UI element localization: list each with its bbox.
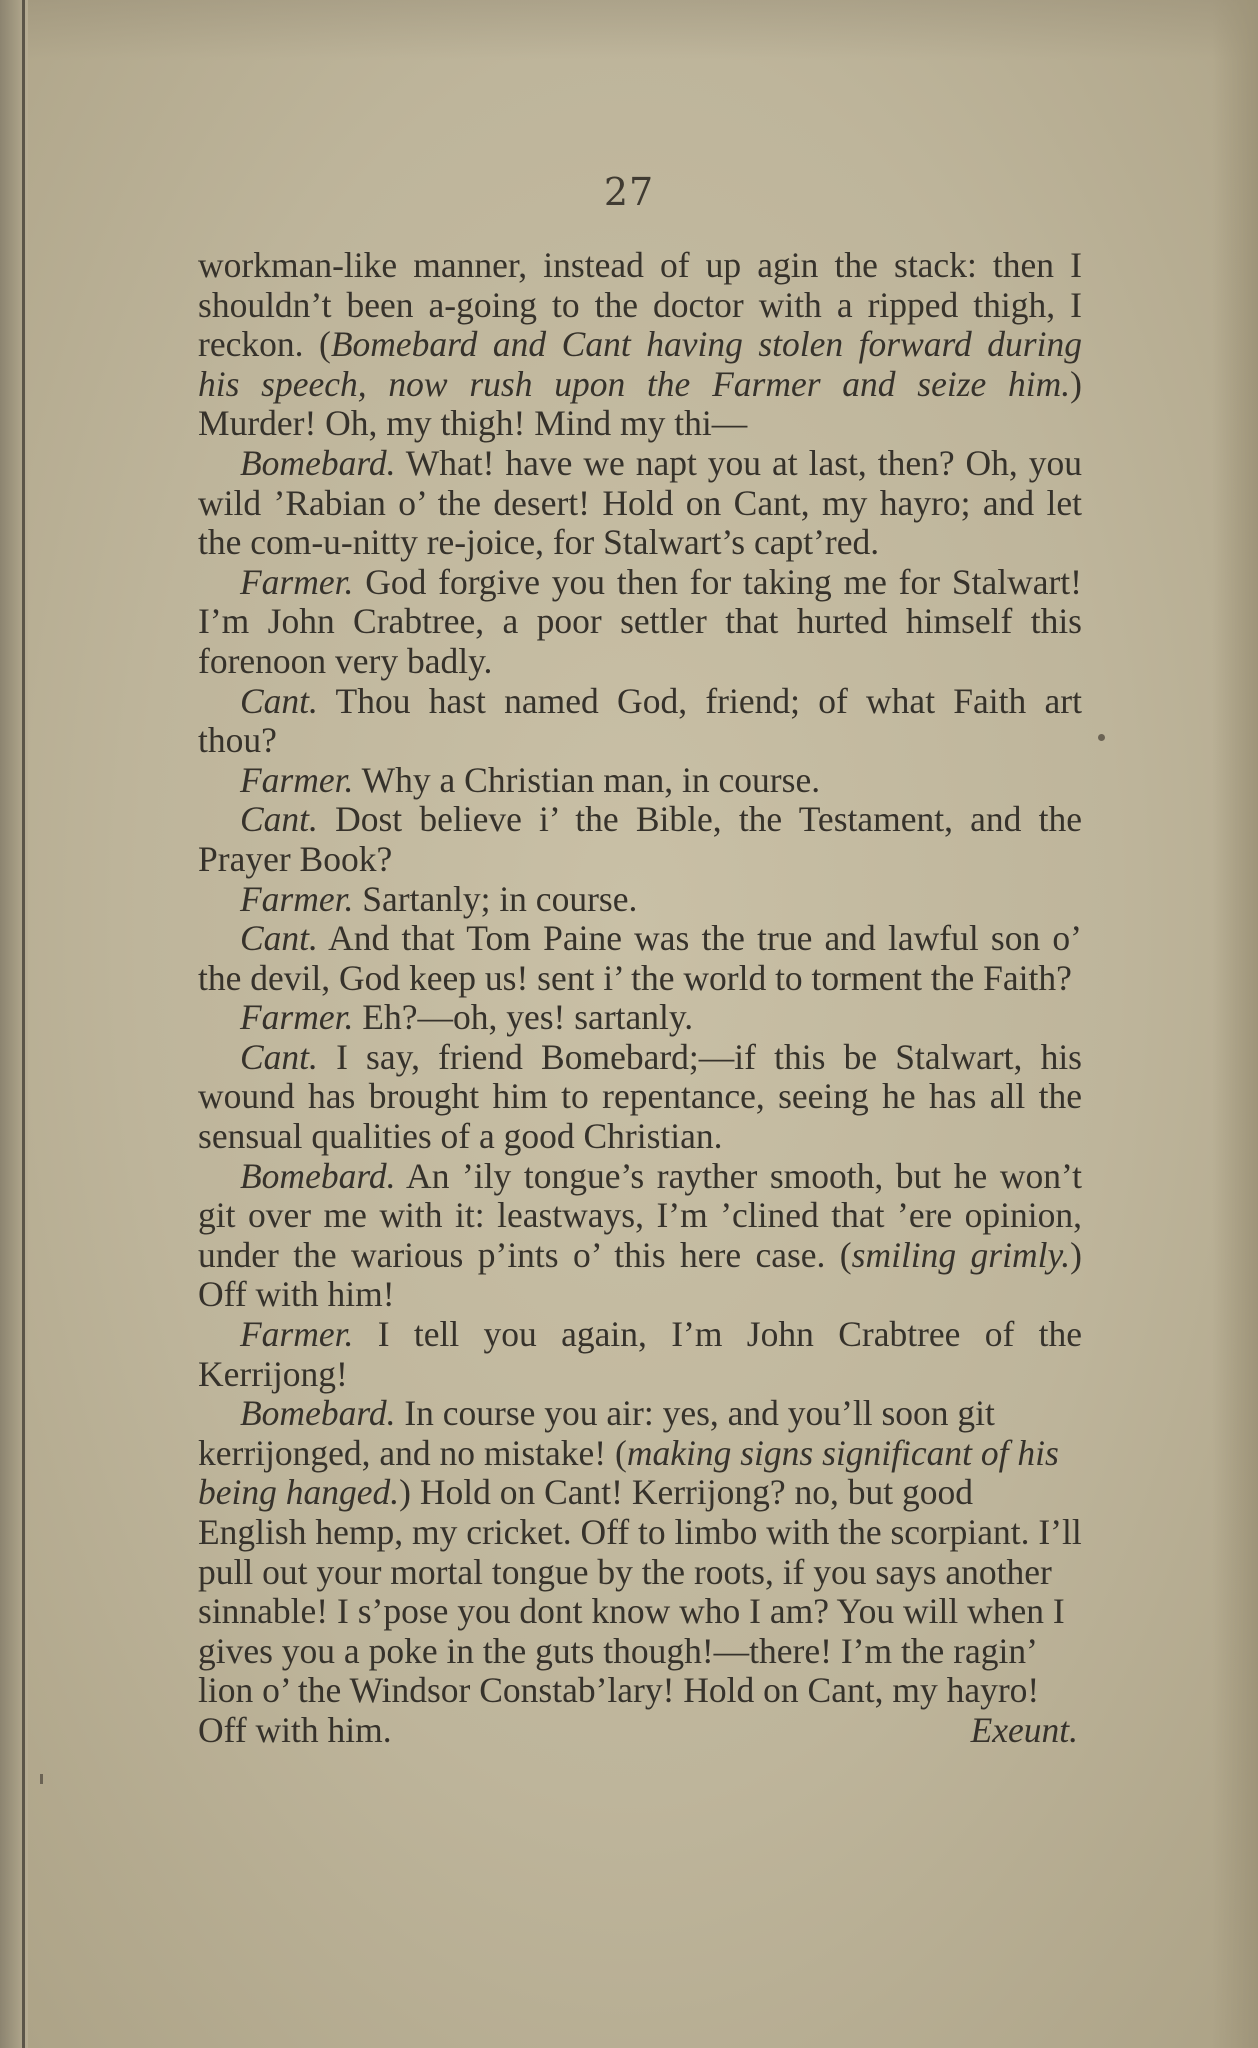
exit-direction: Exeunt. [970, 1709, 1078, 1750]
dialogue-text: In course you air: yes, and you’ll soon git kerrijonged, and no mistake! ( [198, 1393, 995, 1473]
dialogue-paragraph [198, 444, 1082, 563]
page-top-shadow [0, 0, 1258, 60]
speaker-name: Bomebard. [240, 442, 396, 483]
dialogue-paragraph [198, 800, 1082, 879]
dialogue-text: ) Hold on Cant! Kerrijong? no, but good English hemp, my cricket. Off to limbo with the scorpiant. I’ll pull out your mortal tongue by the roots, if you says another sinnable! I s’pose you dont know who I am? You will when I gives you a poke in the guts though!—there! I’m the ragin’ lion o’ the Windsor Constab’lary! Hold on Cant, my hayro! Off with him. [198, 1472, 1082, 1750]
speaker-name: Farmer. [240, 997, 354, 1038]
margin-mark [40, 1774, 43, 1784]
speaker-name: Farmer. [240, 561, 354, 602]
dialogue-text: Why a Christian man, in course. [353, 759, 821, 800]
dialogue-paragraph [198, 1038, 1082, 1157]
dialogue-text: workman-like manner, instead of up agin the stack: then I shouldn’t been a-going to the doctor with a ripped thigh, I reckon. ( [198, 245, 1082, 365]
dialogue-paragraph [198, 761, 1082, 801]
dialogue-text: An ’ily tongue’s rayther smooth, but he won’t git over me with it: leastways, I’m ’clined that ’ere opinion, under the warious p’ints o’ this here case. ( [198, 1155, 1082, 1275]
dialogue-text: ) Off with him! [198, 1234, 1082, 1315]
dialogue-text: What! have we napt you at last, then? Oh, you wild ’Rabian o’ the desert! Hold on Cant, my hayro; and let the com-u-nitty re-joice, for Stalwart’s capt’red. [198, 442, 1082, 563]
spine-edge-line [22, 0, 25, 2048]
speaker-name: Farmer. [240, 878, 354, 919]
speaker-name: Farmer. [240, 759, 354, 800]
speaker-name: Cant. [240, 918, 318, 959]
dialogue-paragraph [198, 682, 1082, 761]
stage-direction: smiling grimly. [851, 1234, 1071, 1275]
dialogue-paragraph [198, 246, 1082, 444]
dialogue-paragraph [198, 1157, 1082, 1315]
dialogue-text: Sartanly; in course. [353, 878, 638, 919]
dialogue-text: I tell you again, I’m John Crabtree of the Kerrijong! [198, 1314, 1082, 1394]
page-number: 27 [603, 170, 655, 214]
stage-direction: making signs significant of his being hanged. [198, 1432, 1059, 1513]
dialogue-paragraph [198, 563, 1082, 682]
dialogue-paragraph [198, 919, 1082, 998]
dialogue-paragraph [198, 1394, 1082, 1750]
speaker-name: Cant. [240, 1036, 318, 1077]
dialogue-text: I say, friend Bomebard;—if this be Stalwart, his wound has brought him to repentance, seeing he has all the sensual qualities of a good Christian. [198, 1036, 1082, 1157]
speaker-name: Bomebard. [240, 1155, 396, 1196]
speaker-name: Cant. [240, 799, 318, 840]
dialogue-text: Eh?—oh, yes! sartanly. [353, 997, 694, 1038]
dialogue-text: Thou hast named God, friend; of what Faith art thou? [198, 680, 1082, 761]
dialogue-text: God forgive you then for taking me for Stalwart! I’m John Crabtree, a poor settler that hurted himself this forenoon very badly. [198, 561, 1082, 681]
play-text [198, 246, 1082, 1751]
speaker-name: Cant. [240, 680, 318, 721]
speaker-name: Farmer. [240, 1314, 354, 1355]
stage-direction: Bomebard and Cant having stolen forward during his speech, now rush upon the Farmer and seize him. [198, 324, 1082, 404]
dialogue-paragraph [198, 880, 1082, 920]
speaker-name: Bomebard. [240, 1393, 396, 1434]
page-blemish [1098, 734, 1105, 741]
dialogue-paragraph [198, 998, 1082, 1038]
dialogue-text: ) Murder! Oh, my thigh! Mind my thi— [198, 363, 1082, 444]
dialogue-paragraph [198, 1315, 1082, 1394]
page-right-edge [1212, 0, 1258, 2048]
dialogue-text: Dost believe i’ the Bible, the Testament, and the Prayer Book? [198, 799, 1082, 879]
dialogue-text: And that Tom Paine was the true and lawful son o’ the devil, God keep us! sent i’ the world to torment the Faith? [198, 918, 1082, 998]
